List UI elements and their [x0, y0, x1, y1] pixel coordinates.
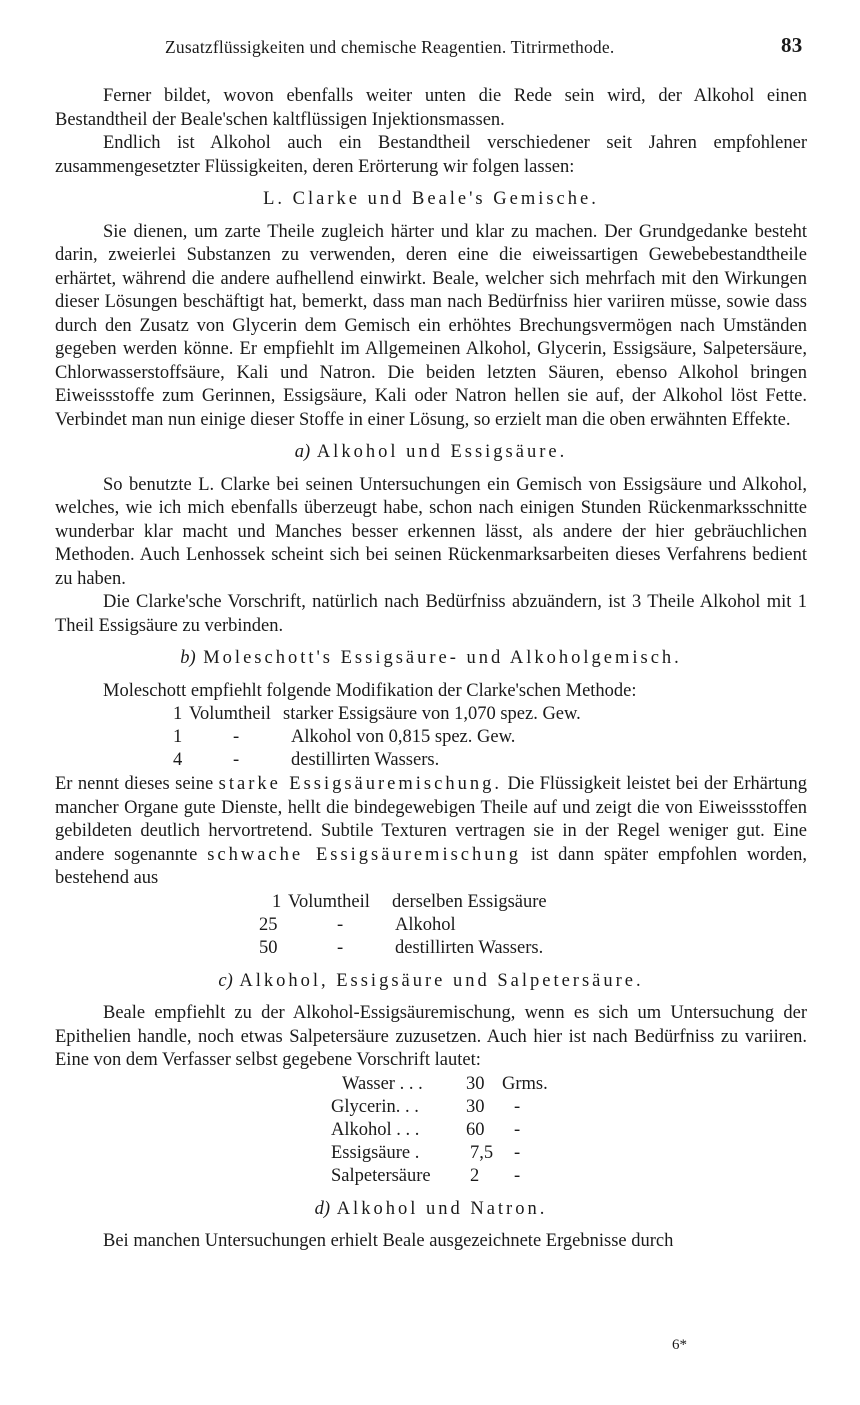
intro-paragraph-1: Ferner bildet, wovon ebenfalls weiter unten die Rede sein wird, der Alkohol einen Bestandtheil der Beale'schen kaltflüssigen Injektionsmassen. [55, 86, 807, 130]
subsection-c-label: c) [218, 970, 233, 991]
recipe-row: Wasser . . . 30 Grms. [342, 1073, 548, 1094]
subsection-a-paragraph-2: Die Clarke'sche Vorschrift, natürlich nach Bedürfniss abzuändern, ist 3 Theile Alkohol mit 1 Theil Essigsäure zu verbinden. [55, 592, 807, 636]
recipe-row: 25 - Alkohol [259, 914, 456, 935]
recipe-row: Essigsäure . 7,5 - [331, 1142, 521, 1163]
page-header [165, 33, 815, 60]
subsection-d-title: Alkohol und Natron. [336, 1198, 548, 1219]
recipe-row: Alkohol . . . 60 - [331, 1119, 521, 1140]
subsection-c-heading [55, 970, 807, 994]
section-paragraph: Sie dienen, um zarte Theile zugleich härter und klar zu machen. Der Grundgedanke besteht darin, zweierlei Substanzen zu verwenden, deren eine die eiweissartigen Gewebebestandtheile erhärtet, während die andere aufhellend einwirkt. Beale, welcher sich mehrfach mit den Wirkungen dieser Lösungen beschäftigt hat, bemerkt, dass man nach Bedürfniss hier variiren müsse, sowie dass durch den Zusatz von Glycerin dem Gemisch ein erhöhtes Brechungsvermögen nach Umständen gegeben werden könne. Er empfiehlt im Allgemeinen Alkohol, Glycerin, Essigsäure, Salpetersäure, Chlorwasserstoffsäure, Kali und Natron. Die beiden letzten Säuren, ebenso Alkohol bringen Eiweissstoffe zum Gerinnen, Essigsäure, Kali oder Natron hellen sie auf, der Alkohol löst Fette. Verbindet man nun einige dieser Stoffe in einer Lösung, so erzielt man die oben erwähnten Effekte. [55, 221, 807, 430]
subsection-c-title: Alkohol, Essigsäure und Salpetersäure. [239, 970, 644, 991]
intro-paragraph-2: Endlich ist Alkohol auch ein Bestandtheil verschiedener seit Jahren empfohlener zusammengesetzter Flüssigkeiten, deren Erörterung wir folgen lassen: [55, 133, 807, 177]
subsection-b-paragraph: Er nennt dieses seine starke Essigsäuremischung. Die Flüssigkeit leistet bei der Erhärtung mancher Organe gute Dienste, hellt die bindegewebigen Theile auf und zeigt die von Eiweissstoffen gebildeten deutlich hervortretend. Subtile Texturen vertragen sie in der Regel weniger gut. Eine andere sogenannte schwache Essigsäuremischung ist dann später empfohlen worden, bestehend aus [55, 774, 808, 888]
recipe-row: 50 - destillirten Wassers. [259, 937, 544, 958]
signature-mark: 6* [672, 1337, 687, 1353]
subsection-a-label: a) [294, 442, 311, 462]
recipe-row: 1 - Alkohol von 0,815 spez. Gew. [173, 727, 516, 747]
subsection-b-title: Moleschott's Essigsäure- und Alkoholgemisch. [203, 648, 682, 668]
section-heading: L. Clarke und Beale's Gemische. [263, 189, 599, 209]
subsection-d-label: d) [314, 1198, 331, 1219]
recipe-row: 1 Volumtheil derselben Essigsäure [272, 891, 547, 912]
recipe-strong [55, 703, 807, 773]
subsection-b-intro: Moleschott empfiehlt folgende Modifikation der Clarke'schen Methode: [103, 680, 637, 701]
subsection-d-heading [55, 1198, 807, 1222]
subsection-c-paragraph: Beale empfiehlt zu der Alkohol-Essigsäuremischung, wenn es sich um Untersuchung der Epithelien handle, noch etwas Salpetersäure zuzusetzen. Auch hier ist nach Bedürfniss zu variiren. Eine von dem Verfasser selbst gegebene Vorschrift lautet: [55, 1003, 807, 1070]
recipe-row: 1 Volumtheil starker Essigsäure von 1,070 spez. Gew. [173, 704, 581, 724]
weak-mixture-term: schwache Essigsäuremischung [207, 844, 522, 865]
body-text [55, 85, 807, 1254]
recipe-beale [55, 1073, 807, 1189]
running-title: Zusatzflüssigkeiten und chemische Reagentien. Titrirmethode. [165, 37, 615, 57]
subsection-a-title: Alkohol und Essigsäure. [316, 442, 568, 462]
subsection-a-paragraph-1: So benutzte L. Clarke bei seinen Untersuchungen ein Gemisch von Essigsäure und Alkohol, welches, wie ich mich ebenfalls überzeugt habe, schon nach einigen Stunden Rückenmarksschnitte wunderbar klar macht und Manches besser erkennen lässt, als andere der hier gebräuchlichen Methoden. Auch Lenhossek scheint sich bei seinen Rückenmarksarbeiten dieses Verfahrens bedient zu haben. [55, 474, 807, 589]
recipe-row: Salpetersäure 2 - [331, 1165, 521, 1186]
subsection-b-heading [55, 647, 807, 671]
recipe-row: 4 - destillirten Wassers. [173, 750, 440, 770]
subsection-b-label: b) [180, 648, 196, 668]
recipe-weak [55, 891, 807, 961]
page-number: 83 [781, 33, 803, 57]
subsection-d-paragraph: Bei manchen Untersuchungen erhielt Beale ausgezeichnete Ergebnisse durch [103, 1231, 674, 1251]
subsection-a-heading [55, 441, 807, 465]
strong-mixture-term: starke Essigsäuremischung. [218, 774, 502, 794]
recipe-row: Glycerin. . . 30 - [331, 1096, 521, 1117]
